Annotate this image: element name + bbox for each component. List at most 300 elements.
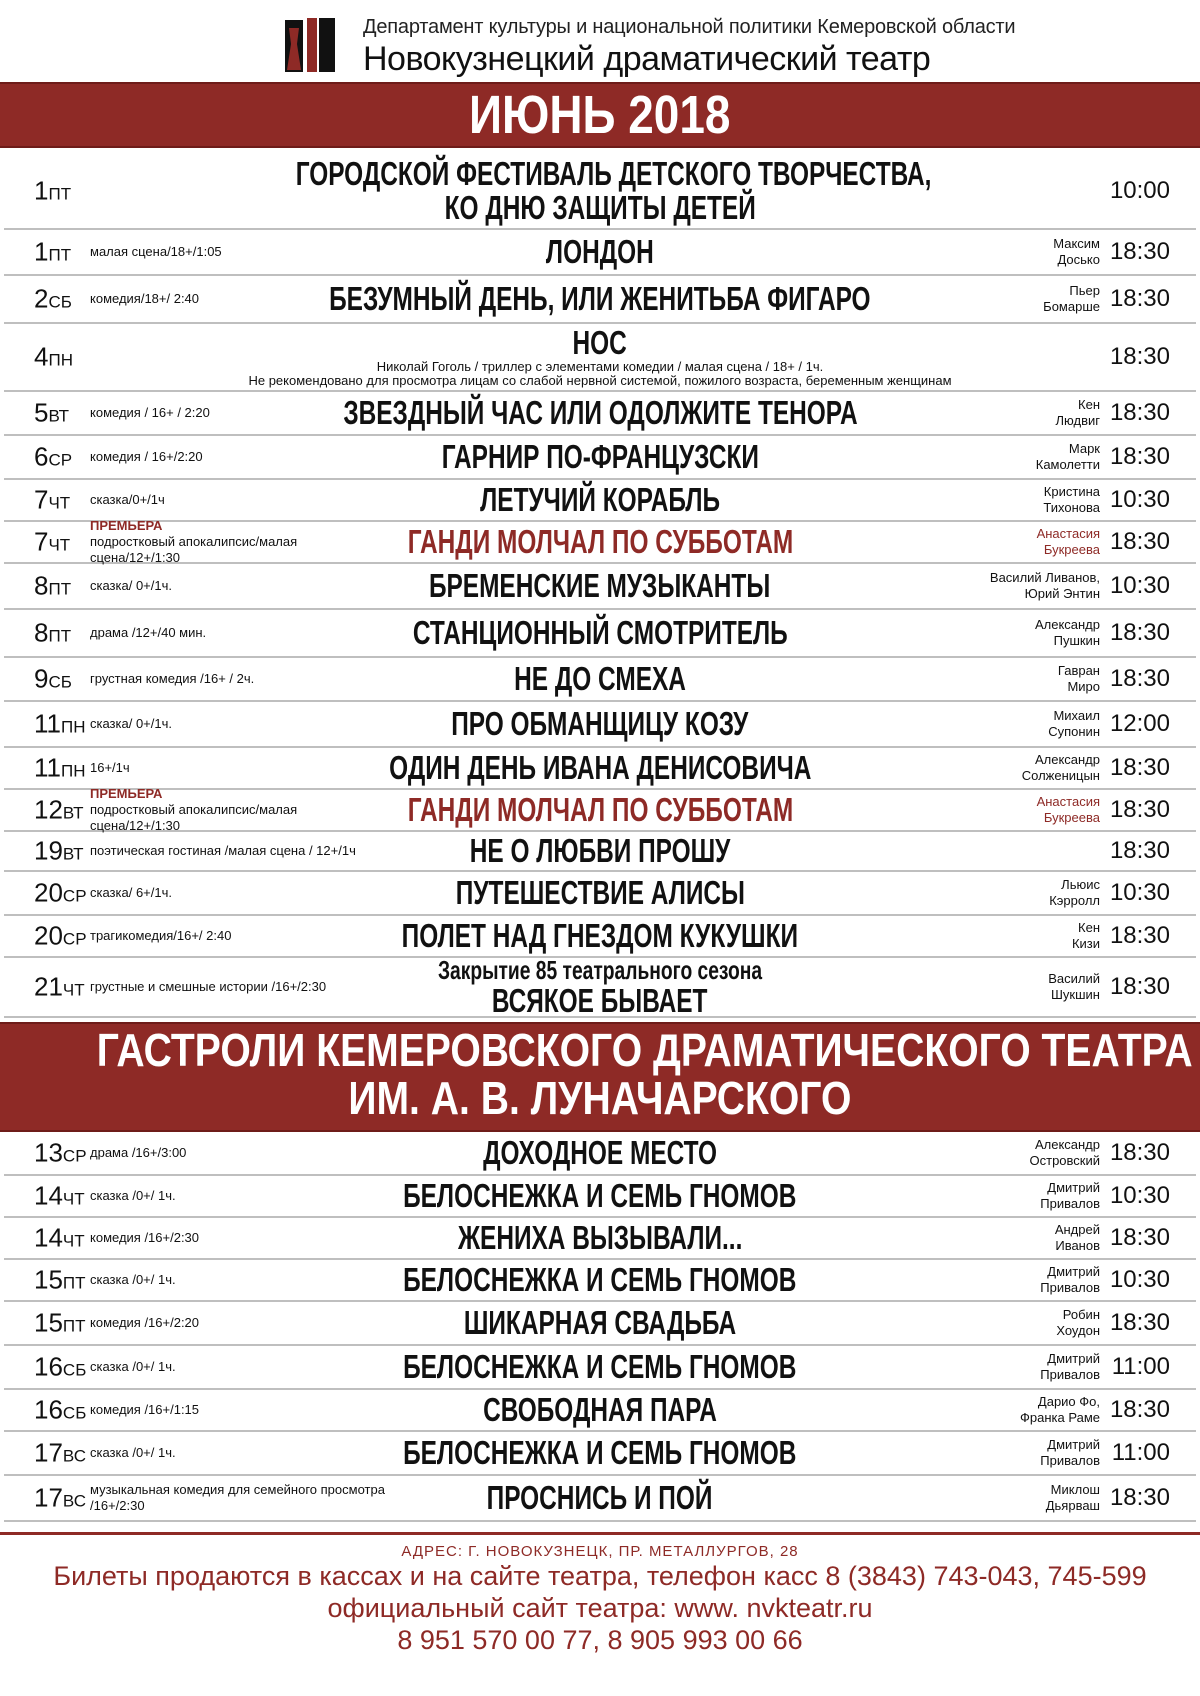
- weekday: ПН: [61, 761, 86, 781]
- event-genre: сказка/0+/1ч: [90, 492, 165, 507]
- schedule-row: [4, 1302, 1196, 1346]
- event-genre: комедия/18+/ 2:40: [90, 291, 200, 306]
- event-date: [34, 795, 84, 826]
- event-date: [34, 1138, 87, 1169]
- event-title: ГАНДИ МОЛЧАЛ ПО СУББОТАМ: [407, 523, 793, 560]
- event-title-block: [184, 1263, 1016, 1297]
- event-title: ОДИН ДЕНЬ ИВАНА ДЕНИСОВИЧА: [388, 749, 812, 786]
- phones: 8 951 570 00 77, 8 905 993 00 66: [397, 1625, 803, 1655]
- event-title-block: [184, 662, 1016, 696]
- author-line2: Камолетти: [1035, 457, 1100, 472]
- event-time: 18:30: [1109, 1139, 1170, 1166]
- day-number: 12: [34, 794, 63, 825]
- event-title-block: [184, 1179, 1016, 1213]
- event-title: СВОБОДНАЯ ПАРА: [483, 1391, 717, 1428]
- event-title-block: [184, 751, 1016, 785]
- event-title: ДОХОДНОЕ МЕСТО: [483, 1134, 717, 1171]
- event-time: 11:00: [1111, 1439, 1170, 1466]
- event-time: 18:30: [1109, 238, 1170, 265]
- event-author: [1040, 1180, 1100, 1212]
- page-header: [0, 0, 1200, 82]
- page-footer: [0, 1532, 1200, 1656]
- event-title-block: [184, 1436, 1016, 1470]
- author-line2: Бомарше: [1043, 299, 1100, 314]
- event-date: [34, 1308, 86, 1339]
- event-time: 10:30: [1109, 879, 1170, 906]
- weekday: СР: [62, 929, 87, 949]
- event-time: 18:30: [1109, 1484, 1170, 1511]
- event-subtitle: Николай Гоголь / триллер с элементами комедии / малая сцена / 18+ / 1ч.: [376, 359, 824, 374]
- event-title: БРЕМЕНСКИЕ МУЗЫКАНТЫ: [429, 567, 771, 604]
- author-line1: Робин: [1062, 1307, 1100, 1322]
- event-date: [34, 878, 87, 909]
- author-line2: Хоудон: [1056, 1323, 1100, 1338]
- schedule-row: [4, 1132, 1196, 1176]
- author-line1: Александр: [1034, 752, 1100, 767]
- author-line2: Привалов: [1040, 1453, 1100, 1468]
- schedule-row: [4, 518, 1196, 565]
- event-genre: комедия / 16+/2:20: [90, 449, 203, 464]
- event-title-line2: КО ДНЮ ЗАЩИТЫ ДЕТЕЙ: [444, 189, 756, 226]
- event-time: 18:30: [1109, 285, 1170, 312]
- author-line2: Людвиг: [1055, 413, 1100, 428]
- event-author: [1055, 1222, 1100, 1254]
- author-line2: Шукшин: [1051, 987, 1100, 1002]
- event-title: СТАНЦИОННЫЙ СМОТРИТЕЛЬ: [412, 614, 788, 651]
- event-title: ГАНДИ МОЛЧАЛ ПО СУББОТАМ: [407, 791, 793, 828]
- weekday: СР: [48, 450, 73, 470]
- event-date: [34, 972, 85, 1003]
- event-title: БЕЛОСНЕЖКА И СЕМЬ ГНОМОВ: [403, 1348, 797, 1385]
- author-line1: Кен: [1078, 397, 1100, 412]
- schedule-list: [4, 154, 1196, 1018]
- author-line1: Анастасия: [1036, 794, 1100, 809]
- event-author: [1037, 794, 1100, 826]
- author-line2: Тихонова: [1043, 500, 1100, 515]
- event-time: 10:30: [1109, 572, 1170, 599]
- event-time: 10:30: [1109, 1182, 1170, 1209]
- day-number: 2: [34, 283, 49, 314]
- weekday: ВТ: [62, 844, 84, 864]
- event-author: [1046, 1482, 1100, 1514]
- event-author: [1058, 663, 1100, 695]
- event-time: 18:30: [1109, 1224, 1170, 1251]
- event-date: [34, 1181, 85, 1212]
- day-number: 17: [34, 1482, 63, 1513]
- event-date: [34, 921, 87, 952]
- event-genre: подростковый апокалипсис/малая сцена/12+/1:30: [90, 802, 298, 833]
- tickets-info: Билеты продаются в кассах и на сайте театра, телефон касс 8 (3843) 743-043, 745-599: [53, 1561, 1147, 1591]
- event-author: [1040, 1264, 1100, 1296]
- event-genre: комедия /16+/2:20: [90, 1315, 200, 1330]
- event-author: [1040, 1351, 1100, 1383]
- event-title-block: [184, 1393, 1016, 1427]
- event-title: ПОЛЕТ НАД ГНЕЗДОМ КУКУШКИ: [401, 917, 799, 954]
- event-title: БЕЛОСНЕЖКА И СЕМЬ ГНОМОВ: [403, 1434, 797, 1471]
- event-title: ВСЯКОЕ БЫВАЕТ: [492, 982, 708, 1019]
- author-line1: Кристина: [1043, 484, 1100, 499]
- event-time: 18:30: [1109, 443, 1170, 470]
- event-author: [1037, 526, 1100, 558]
- event-title: ЛЕТУЧИЙ КОРАБЛЬ: [480, 481, 720, 518]
- event-title-block: [184, 1221, 1016, 1255]
- event-date: [34, 618, 71, 649]
- event-time: 18:30: [1109, 754, 1170, 781]
- event-author: [1049, 877, 1100, 909]
- event-genre: сказка/ 6+/1ч.: [90, 885, 172, 900]
- event-title: БЕЗУМНЫЙ ДЕНЬ, ИЛИ ЖЕНИТЬБА ФИГАРО: [329, 280, 871, 317]
- event-title: ПРОСНИСЬ И ПОЙ: [487, 1479, 713, 1516]
- month-title: ИЮНЬ 2018: [469, 85, 731, 145]
- author-line2: Франка Раме: [1020, 1410, 1100, 1425]
- event-time: 18:30: [1109, 796, 1170, 823]
- event-genre: комедия /16+/2:30: [90, 1230, 200, 1245]
- schedule-row: [4, 564, 1196, 610]
- tour-banner: [0, 1022, 1200, 1132]
- event-title: НЕ О ЛЮБВИ ПРОШУ: [469, 832, 731, 869]
- event-genre: подростковый апокалипсис/малая сцена/12+/1:30: [90, 534, 298, 565]
- event-time: 18:30: [1109, 528, 1170, 555]
- event-genre: комедия /16+/1:15: [90, 1402, 200, 1417]
- event-genre: сказка /0+/ 1ч.: [90, 1445, 176, 1460]
- author-line2: Миро: [1067, 679, 1100, 694]
- event-author: [1048, 971, 1100, 1003]
- author-line2: Супонин: [1048, 724, 1100, 739]
- event-author: [1056, 397, 1101, 429]
- event-title: ГОРОДСКОЙ ФЕСТИВАЛЬ ДЕТСКОГО ТВОРЧЕСТВА,: [295, 155, 932, 192]
- event-title: ШИКАРНАЯ СВАДЬБА: [463, 1304, 737, 1341]
- event-author: [1022, 752, 1100, 784]
- schedule-row: [4, 436, 1196, 480]
- event-title-block: [184, 525, 1016, 559]
- event-title-block: [184, 326, 1016, 388]
- event-genre: грустная комедия /16+ / 2ч.: [90, 671, 255, 686]
- event-title-block: [184, 956, 1016, 1018]
- weekday: ВТ: [48, 406, 70, 426]
- event-date: [34, 1352, 86, 1383]
- event-title: ЖЕНИХА ВЫЗЫВАЛИ...: [457, 1219, 743, 1256]
- event-genre-line2: /16+/2:30: [90, 1498, 145, 1513]
- event-genre: 16+/1ч: [90, 760, 130, 775]
- event-title-block: [184, 157, 1016, 225]
- weekday: ЧТ: [48, 493, 71, 513]
- website: официальный сайт театра: www. nvkteatr.ru: [327, 1593, 873, 1623]
- schedule-row: [4, 786, 1196, 833]
- author-line1: Андрей: [1054, 1222, 1100, 1237]
- event-time: 10:00: [1109, 177, 1170, 204]
- author-line1: Александр: [1034, 1137, 1100, 1152]
- event-title: НОС: [572, 324, 628, 361]
- event-genre: сказка /0+/ 1ч.: [90, 1188, 176, 1203]
- event-time: 18:30: [1109, 343, 1170, 370]
- event-date: [34, 442, 72, 473]
- event-date: [34, 571, 71, 602]
- day-number: 7: [34, 484, 49, 515]
- event-date: [34, 237, 71, 268]
- event-author: [1072, 920, 1100, 952]
- theatre-name: Новокузнецкий драматический театр: [363, 40, 931, 78]
- author-line1: Гавран: [1057, 663, 1100, 678]
- weekday: СБ: [62, 1403, 87, 1423]
- schedule-row: [4, 1476, 1196, 1522]
- author-line1: Дмитрий: [1047, 1180, 1100, 1195]
- event-date: [34, 342, 73, 373]
- event-author: [1056, 1307, 1100, 1339]
- event-genre: малая сцена/18+/1:05: [90, 244, 222, 259]
- schedule-row: [4, 1176, 1196, 1218]
- weekday: СБ: [48, 292, 72, 312]
- weekday: ЧТ: [62, 1189, 85, 1209]
- event-time: 12:00: [1109, 710, 1170, 737]
- schedule-row: [4, 324, 1196, 392]
- event-title-block: [184, 235, 1016, 269]
- event-warning: Не рекомендовано для просмотра лицам со слабой нервной системой, пожилого возраста, беременным женщинам: [248, 373, 952, 388]
- author-line1: Миклош: [1050, 1482, 1100, 1497]
- event-title-block: [184, 440, 1016, 474]
- event-time: 11:00: [1111, 1353, 1170, 1380]
- day-number: 20: [34, 877, 63, 908]
- event-title-block: [184, 707, 1016, 741]
- weekday: ПН: [48, 350, 73, 370]
- tour-schedule-list: [4, 1132, 1196, 1522]
- schedule-row: [4, 702, 1196, 748]
- event-date: [34, 1223, 85, 1254]
- day-number: 21: [34, 971, 63, 1002]
- author-line2: Дьярваш: [1045, 1498, 1100, 1513]
- day-number: 19: [34, 835, 63, 866]
- event-author: [1043, 283, 1100, 315]
- event-time: 18:30: [1109, 973, 1170, 1000]
- schedule-row: [4, 872, 1196, 916]
- weekday: СР: [62, 1146, 87, 1166]
- weekday: ПТ: [48, 245, 72, 265]
- author-line1: Максим: [1053, 236, 1100, 251]
- day-number: 14: [34, 1222, 63, 1253]
- schedule-row: [4, 480, 1196, 522]
- event-date: [34, 1438, 86, 1469]
- day-number: 7: [34, 526, 49, 557]
- event-author: [1043, 484, 1100, 516]
- day-number: 8: [34, 570, 49, 601]
- event-author: [990, 570, 1100, 602]
- day-number: 9: [34, 663, 49, 694]
- theatre-logo: [279, 14, 339, 74]
- premiere-badge: ПРЕМЬЕРА: [90, 786, 163, 801]
- event-genre: поэтическая гостиная /малая сцена / 12+/1ч: [90, 843, 356, 858]
- premiere-badge: ПРЕМЬЕРА: [90, 518, 163, 533]
- day-number: 4: [34, 341, 49, 372]
- event-time: 18:30: [1109, 399, 1170, 426]
- event-title-block: [184, 793, 1016, 827]
- author-line2: Привалов: [1040, 1196, 1100, 1211]
- weekday: СБ: [48, 672, 72, 692]
- event-title-block: [184, 616, 1016, 650]
- schedule-row: [4, 230, 1196, 276]
- event-time: 18:30: [1109, 922, 1170, 949]
- event-time: 10:30: [1109, 1266, 1170, 1293]
- event-title-block: [184, 1306, 1016, 1340]
- day-number: 11: [34, 708, 61, 739]
- day-number: 17: [34, 1437, 63, 1468]
- tour-title-line2: ИМ. А. В. ЛУНАЧАРСКОГО: [348, 1072, 852, 1124]
- day-number: 13: [34, 1137, 63, 1168]
- month-banner: [0, 82, 1200, 148]
- weekday: ПН: [61, 717, 86, 737]
- author-line1: Кен: [1078, 920, 1100, 935]
- event-title-block: [184, 876, 1016, 910]
- weekday: ЧТ: [62, 980, 85, 1000]
- author-line1: Анастасия: [1036, 526, 1100, 541]
- schedule-row: [4, 610, 1196, 658]
- address: АДРЕС: Г. НОВОКУЗНЕЦК, ПР. МЕТАЛЛУРГОВ, 28: [401, 1543, 799, 1560]
- schedule-row: [4, 748, 1196, 790]
- day-number: 16: [34, 1351, 63, 1382]
- event-date: [34, 1395, 86, 1426]
- event-title-block: [184, 1481, 1016, 1515]
- event-date: [34, 753, 86, 784]
- author-line1: Александр: [1034, 617, 1100, 632]
- day-number: 15: [34, 1264, 63, 1295]
- event-title: ЗВЕЗДНЫЙ ЧАС ИЛИ ОДОЛЖИТЕ ТЕНОРА: [342, 394, 858, 431]
- event-time: 18:30: [1109, 619, 1170, 646]
- author-line2: Букреева: [1043, 542, 1100, 557]
- event-title: БЕЛОСНЕЖКА И СЕМЬ ГНОМОВ: [403, 1177, 797, 1214]
- author-line2: Кэрролл: [1049, 893, 1100, 908]
- event-title-block: [184, 1136, 1016, 1170]
- author-line2: Привалов: [1040, 1367, 1100, 1382]
- event-title-block: [184, 919, 1016, 953]
- event-author: [1053, 236, 1100, 268]
- day-number: 1: [34, 175, 49, 206]
- day-number: 1: [34, 236, 49, 267]
- author-line2: Букреева: [1043, 810, 1100, 825]
- event-time: 10:30: [1109, 486, 1170, 513]
- department-name: Департамент культуры и национальной политики Кемеровской области: [363, 16, 1016, 38]
- weekday: СБ: [62, 1360, 87, 1380]
- event-date: [34, 664, 72, 695]
- schedule-row: [4, 154, 1196, 230]
- event-date: [34, 485, 70, 516]
- schedule-row: [4, 1260, 1196, 1302]
- author-line2: Солженицын: [1021, 768, 1100, 783]
- event-author: [1030, 1137, 1101, 1169]
- day-number: 5: [34, 397, 49, 428]
- author-line2: Иванов: [1055, 1238, 1100, 1253]
- author-line2: Островский: [1029, 1153, 1100, 1168]
- event-date: [34, 398, 69, 429]
- author-line1: Пьер: [1069, 283, 1100, 298]
- day-number: 20: [34, 920, 63, 951]
- event-title: БЕЛОСНЕЖКА И СЕМЬ ГНОМОВ: [403, 1261, 797, 1298]
- event-title-block: [184, 834, 1016, 868]
- schedule-row: [4, 392, 1196, 436]
- schedule-row: [4, 832, 1196, 872]
- day-number: 14: [34, 1180, 63, 1211]
- event-genre: сказка /0+/ 1ч.: [90, 1272, 176, 1287]
- weekday: ВС: [62, 1446, 86, 1466]
- event-author: [1020, 1394, 1100, 1426]
- author-line1: Дарио Фо,: [1037, 1394, 1100, 1409]
- schedule-row: [4, 955, 1196, 1019]
- event-title-block: [184, 396, 1016, 430]
- event-genre: сказка/ 0+/1ч.: [90, 578, 172, 593]
- event-time: 18:30: [1109, 837, 1170, 864]
- schedule-row: [4, 1390, 1196, 1432]
- event-genre: грустные и смешные истории /16+/2:30: [90, 979, 327, 994]
- author-line2: Кизи: [1071, 936, 1100, 951]
- weekday: ЧТ: [48, 535, 71, 555]
- weekday: ПТ: [48, 184, 72, 204]
- event-genre: сказка/ 0+/1ч.: [90, 716, 172, 731]
- author-line1: Дмитрий: [1047, 1437, 1100, 1452]
- schedule-row: [4, 916, 1196, 958]
- event-title: ГАРНИР ПО-ФРАНЦУЗСКИ: [441, 438, 759, 475]
- schedule-row: [4, 1346, 1196, 1390]
- event-genre: драма /16+/3:00: [90, 1145, 187, 1160]
- author-line2: Юрий Энтин: [1024, 586, 1100, 601]
- day-number: 8: [34, 617, 49, 648]
- event-title: НЕ ДО СМЕХА: [514, 660, 686, 697]
- event-author: [1040, 1437, 1100, 1469]
- weekday: ПТ: [48, 626, 72, 646]
- event-time: 18:30: [1109, 1396, 1170, 1423]
- day-number: 11: [34, 752, 61, 783]
- event-pretitle-text: Закрытие 85 театрального сезона: [437, 955, 763, 985]
- event-date: [34, 1483, 86, 1514]
- event-date: [34, 709, 86, 740]
- author-line1: Льюис: [1061, 877, 1100, 892]
- weekday: ВС: [62, 1491, 86, 1511]
- schedule-row: [4, 1218, 1196, 1260]
- event-genre: комедия / 16+ / 2:20: [90, 405, 210, 420]
- event-genre: музыкальная комедия для семейного просмотра: [90, 1482, 385, 1497]
- event-title: ПУТЕШЕСТВИЕ АЛИСЫ: [455, 874, 745, 911]
- event-date: [34, 527, 70, 558]
- schedule-row: [4, 1432, 1196, 1476]
- weekday: ПТ: [62, 1316, 86, 1336]
- schedule-row: [4, 276, 1196, 324]
- event-time: 18:30: [1109, 665, 1170, 692]
- event-date: [34, 284, 72, 315]
- event-title-block: [184, 483, 1016, 517]
- event-genre: сказка /0+/ 1ч.: [90, 1359, 176, 1374]
- event-author: [1048, 708, 1100, 740]
- event-title-block: [184, 1350, 1016, 1384]
- event-date: [34, 836, 84, 867]
- author-line1: Василий: [1048, 971, 1100, 986]
- day-number: 15: [34, 1307, 63, 1338]
- event-title: ЛОНДОН: [546, 233, 654, 270]
- event-time: 18:30: [1109, 1309, 1170, 1336]
- schedule-row: [4, 658, 1196, 702]
- event-title-block: [184, 569, 1016, 603]
- weekday: ЧТ: [62, 1231, 85, 1251]
- event-genre: трагикомедия/16+/ 2:40: [90, 928, 232, 943]
- event-date: [34, 1265, 86, 1296]
- event-author: [1036, 441, 1100, 473]
- tour-title: ГАСТРОЛИ КЕМЕРОВСКОГО ДРАМАТИЧЕСКОГО ТЕАТРА: [96, 1024, 1193, 1076]
- weekday: ВТ: [62, 803, 84, 823]
- day-number: 16: [34, 1394, 63, 1425]
- weekday: ПТ: [62, 1273, 86, 1293]
- author-line1: Дмитрий: [1047, 1264, 1100, 1279]
- author-line1: Михаил: [1053, 708, 1100, 723]
- author-line2: Привалов: [1040, 1280, 1100, 1295]
- event-title: ПРО ОБМАНЩИЦУ КОЗУ: [451, 705, 749, 742]
- weekday: СР: [62, 886, 87, 906]
- author-line2: Досько: [1057, 252, 1100, 267]
- author-line1: Василий Ливанов,: [989, 570, 1100, 585]
